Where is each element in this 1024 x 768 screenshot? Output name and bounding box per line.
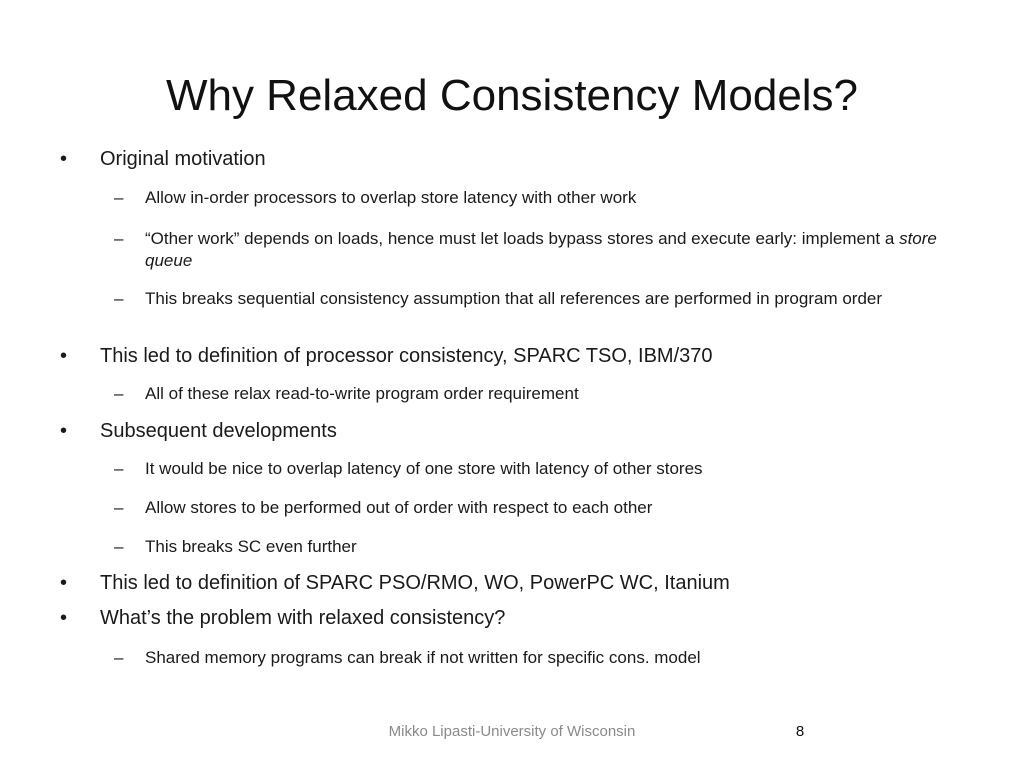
dash-marker: – (114, 537, 124, 556)
sub-bullet-text: Shared memory programs can break if not written for specific cons. model (145, 648, 701, 667)
footer-text: Mikko Lipasti-University of Wisconsin (388, 723, 636, 740)
sub-bullet-text: This breaks sequential consistency assumption that all references are performed in program order (145, 289, 883, 308)
bullet-text: Subsequent developments (100, 420, 337, 442)
bullet-text: This led to definition of processor consistency, SPARC TSO, IBM/370 (100, 345, 713, 367)
dash-marker: – (114, 498, 124, 517)
dash-marker: – (114, 289, 124, 308)
dash-marker: – (114, 459, 124, 478)
slide-title: Why Relaxed Consistency Models? (165, 71, 859, 120)
dash-marker: – (114, 648, 124, 667)
store-queue-emphasis: store queue (145, 229, 937, 270)
bullet-marker: • (60, 345, 68, 367)
sub-bullet-text: This breaks SC even further (145, 537, 357, 556)
bullet-text: Original motivation (100, 148, 266, 170)
dash-marker: – (114, 384, 124, 403)
bullet-marker: • (60, 572, 68, 594)
sub-bullet-text (145, 228, 965, 272)
bullet-text: This led to definition of SPARC PSO/RMO, WO, PowerPC WC, Itanium (100, 572, 730, 594)
sub-bullet-text: It would be nice to overlap latency of one store with latency of other stores (145, 459, 703, 478)
bullet-text: What’s the problem with relaxed consistency? (100, 607, 506, 629)
sub-bullet-text: Allow in-order processors to overlap store latency with other work (145, 188, 637, 207)
sub-bullet-text: All of these relax read-to-write program order requirement (145, 384, 579, 403)
sub-bullet-text: Allow stores to be performed out of order with respect to each other (145, 498, 653, 517)
sub-bullet-text-main: “Other work” depends on loads, hence must let loads bypass stores and execute early: implement a (145, 229, 900, 248)
page-number: 8 (795, 723, 805, 740)
bullet-marker: • (60, 420, 68, 442)
dash-marker: – (114, 229, 124, 248)
bullet-marker: • (60, 148, 68, 170)
bullet-marker: • (60, 607, 68, 629)
dash-marker: – (114, 188, 124, 207)
